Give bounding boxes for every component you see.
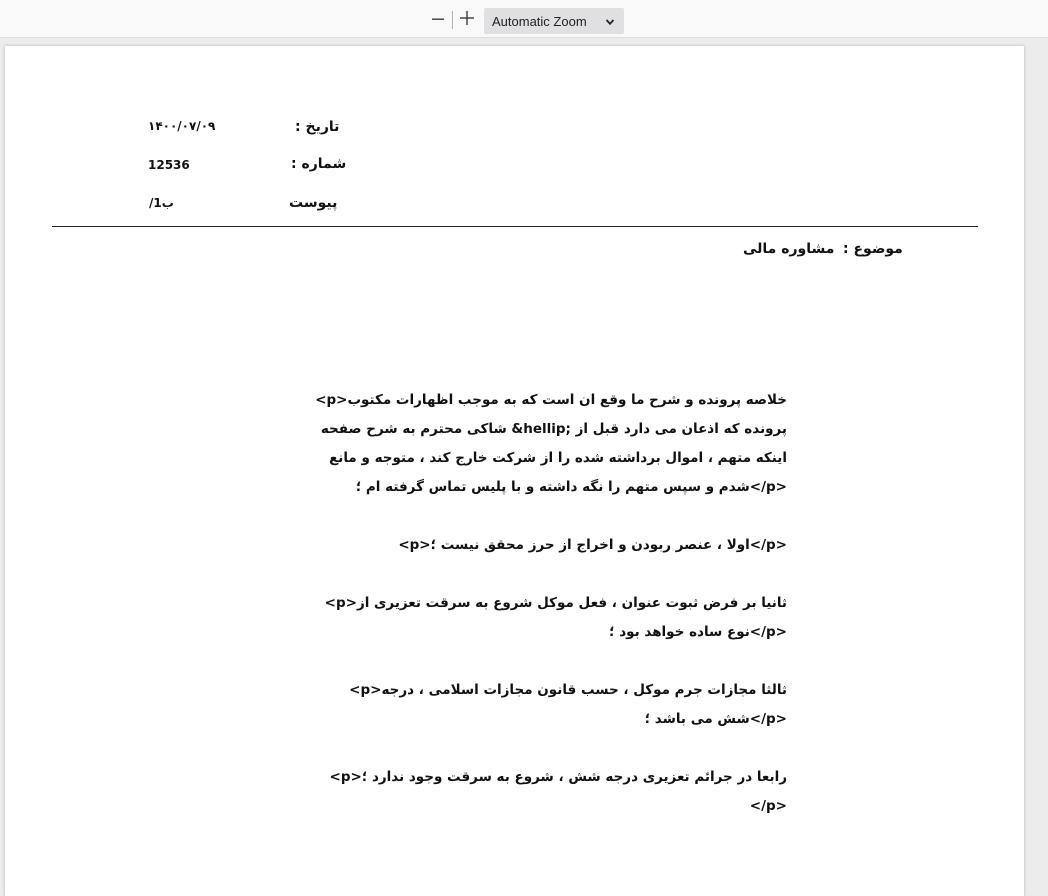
toolbar-separator	[452, 11, 453, 29]
body-paragraph: <p>رابعا در جرائم تعزیری درجه شش ، شروع به سرقت وجود ندارد ؛</p>	[329, 769, 787, 814]
pdf-toolbar	[0, 0, 1048, 38]
document-page	[5, 46, 1024, 896]
chevron-down-icon	[605, 15, 615, 30]
body-paragraph: <p>ثانیا بر فرض ثبوت عنوان ، فعل موکل شروع به سرقت تعزیری از نوع ساده خواهد بود ؛</p>	[324, 595, 787, 640]
subject-value: مشاوره مالی	[743, 241, 835, 257]
attachment-label: پیوست	[289, 195, 338, 211]
zoom-in-button[interactable]	[456, 9, 478, 31]
date-value: ۱۴۰۰/۰۷/۰۹	[148, 119, 216, 133]
body-paragraph: <p>خلاصه پرونده و شرح ما وقع ان است که به موجب اظهارات مکتوب شاکی محترم به شرح صفحه &hellip; پرونده که اذعان می دارد قبل از اینکه متهم ، اموال برداشته شده را از شرکت خارج کند ، متوجه و مانع شدم و سپس متهم را نگه داشته و با پلیس تماس گرفته ام ؛</p>	[315, 392, 787, 495]
zoom-select[interactable]	[484, 8, 624, 34]
zoom-out-button[interactable]	[427, 9, 449, 31]
body-paragraph: <p>اولا ، عنصر ربودن و اخراج از حرز محقق نیست ؛</p>	[398, 537, 787, 553]
body-paragraph: <p>ثالثا مجازات جرم موکل ، حسب قانون مجازات اسلامی ، درجه شش می باشد ؛</p>	[349, 682, 787, 727]
zoom-select-value: Automatic Zoom	[492, 13, 587, 29]
letter-body	[315, 386, 787, 850]
number-label: شماره :	[291, 156, 347, 172]
minus-icon	[431, 11, 445, 30]
subject-label: موضوع :	[843, 241, 903, 257]
header-divider	[52, 226, 978, 227]
date-label: تاریخ :	[295, 119, 340, 135]
plus-icon	[459, 10, 475, 30]
attachment-value: /1ب	[149, 196, 174, 210]
number-value: 12536	[148, 158, 190, 172]
